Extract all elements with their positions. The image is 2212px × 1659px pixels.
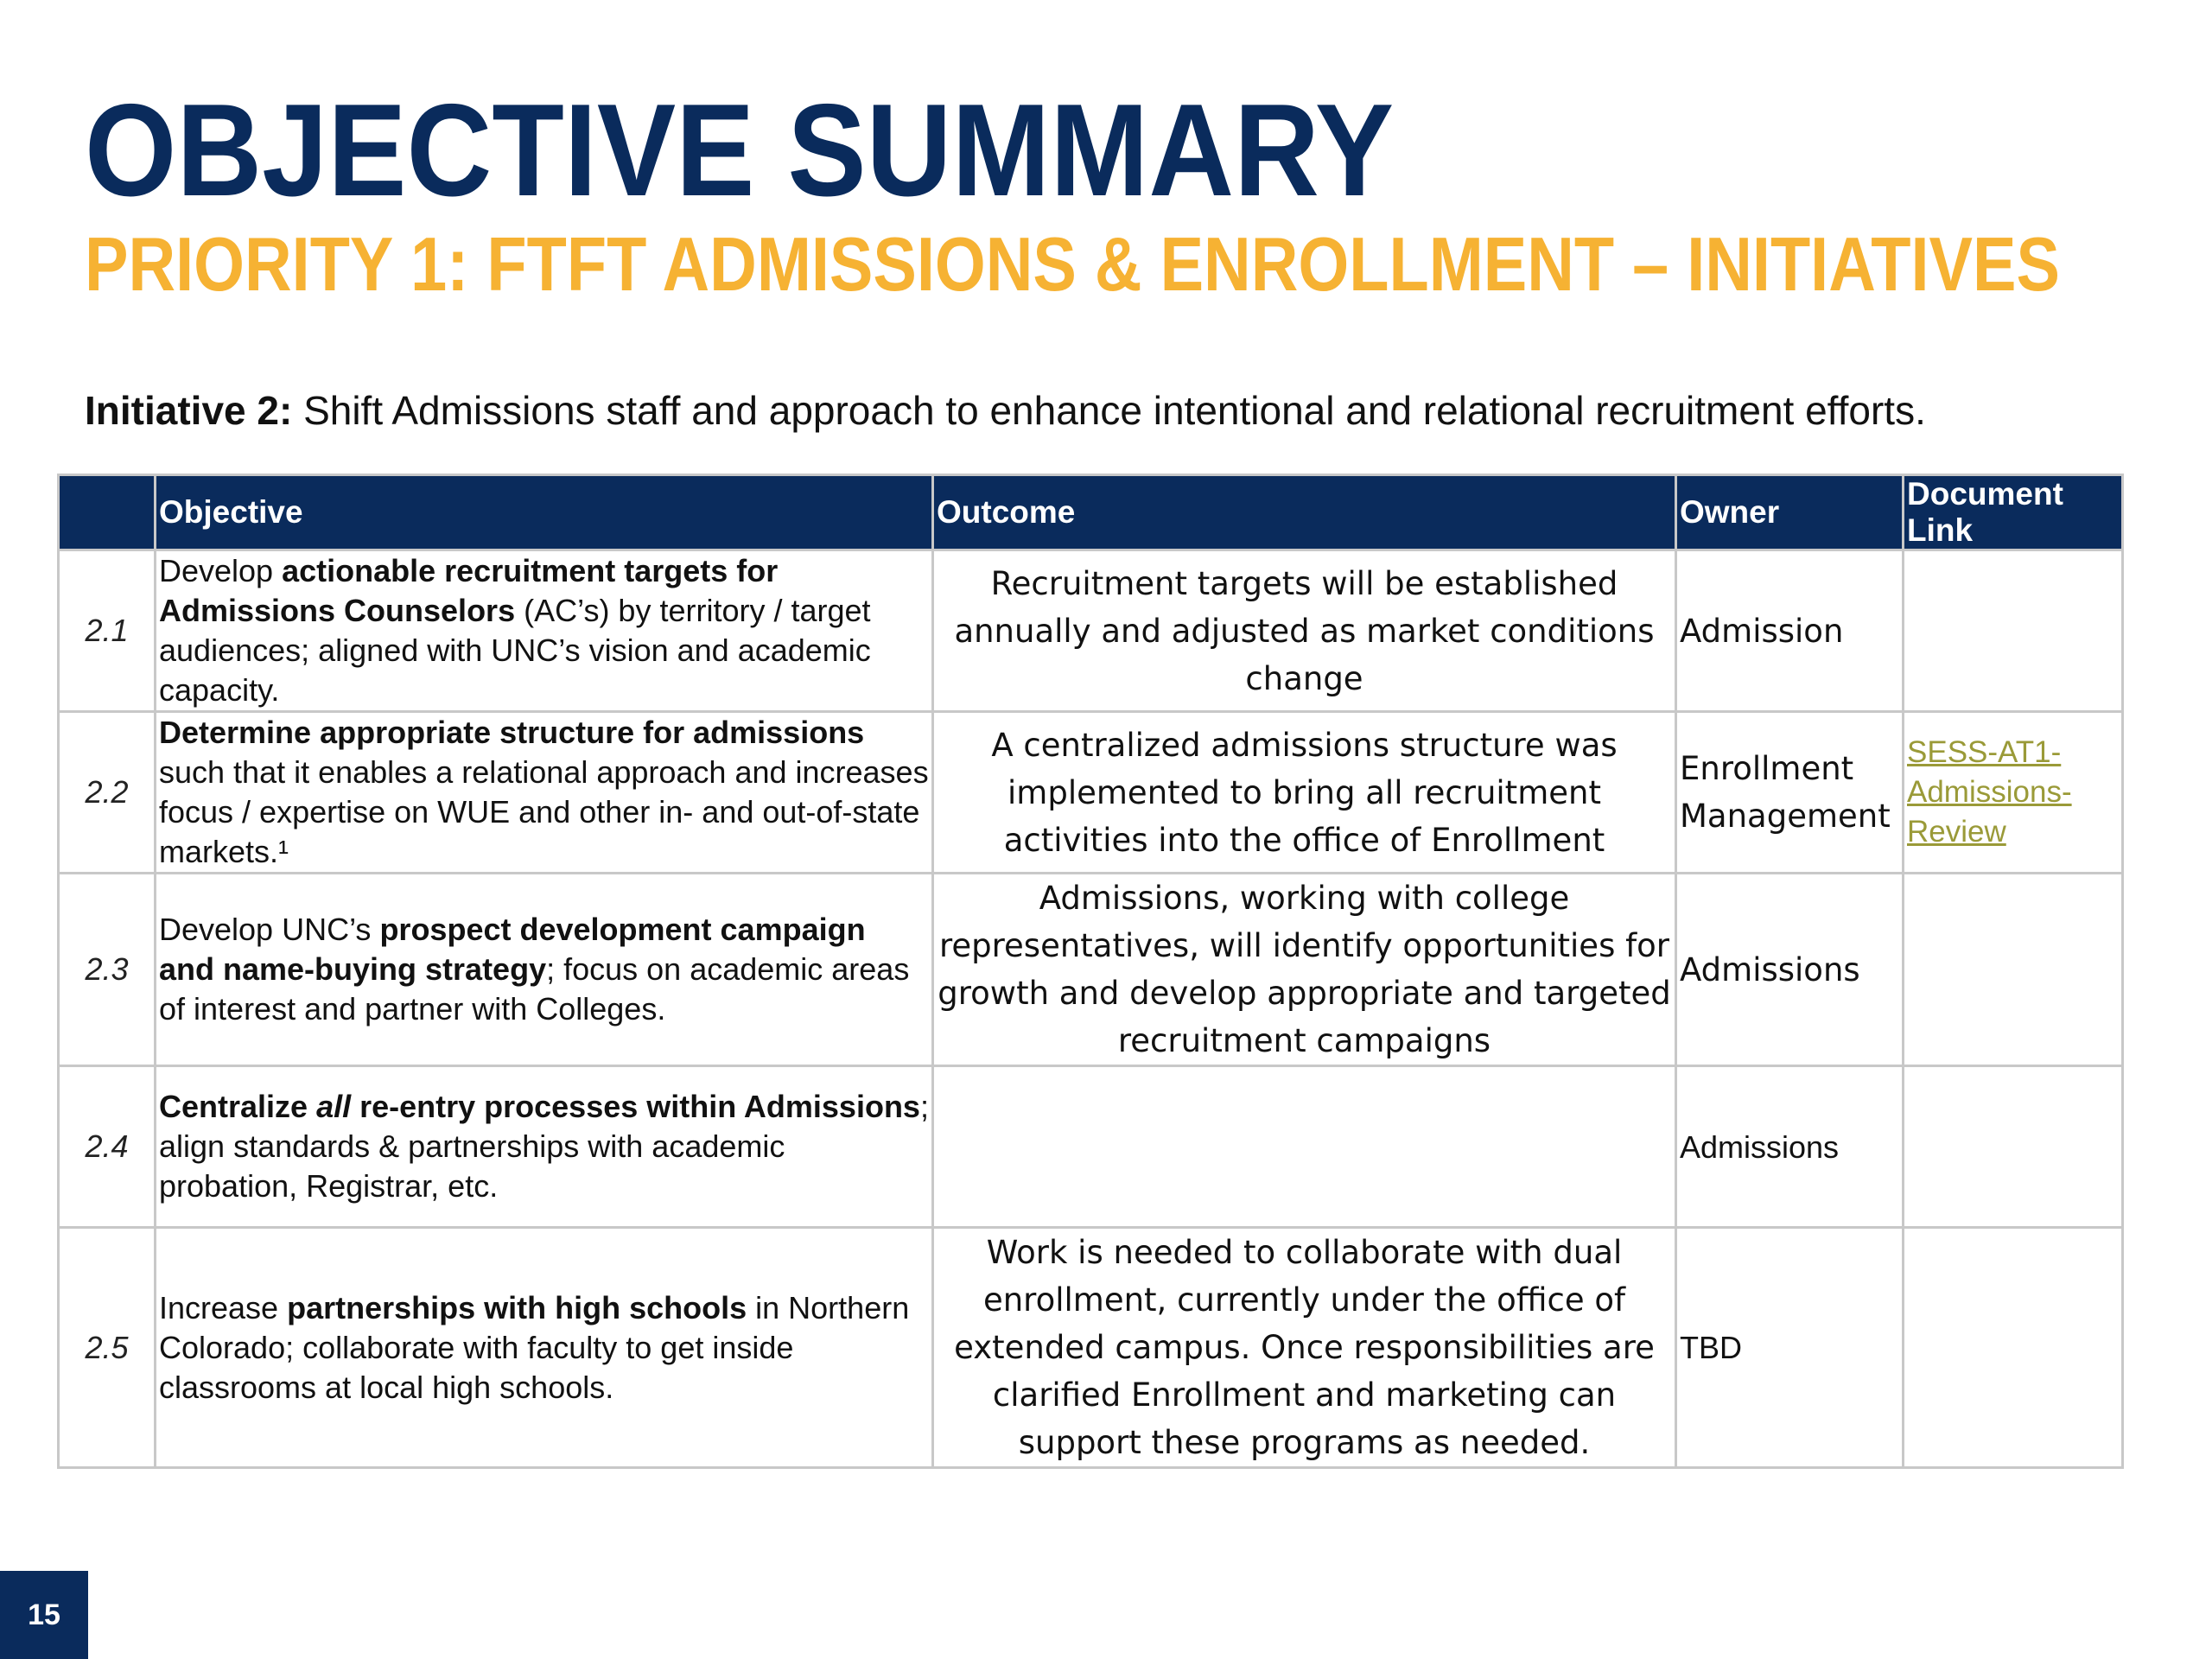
row-number: 2.5 xyxy=(59,1228,156,1468)
initiative-text: Shift Admissions staff and approach to enhance intentional and relational recruitment efforts. xyxy=(292,388,1926,433)
objective-cell xyxy=(156,1066,933,1228)
outcome-cell: Work is needed to collaborate with dual enrollment, currently under the office of extended campus. Once responsibilities are clarified Enrollment and marketing can support these programs as needed. xyxy=(933,1228,1676,1468)
objective-bold: prospect development campaign and name-buying strategy xyxy=(159,912,866,987)
document-link[interactable]: SESS-AT1-Admissions-Review xyxy=(1907,735,2072,849)
objective-bold: Determine appropriate structure for admissions xyxy=(159,715,865,750)
document-link-cell xyxy=(1904,874,2123,1066)
objectives-table xyxy=(57,474,2124,1469)
table-row xyxy=(59,712,2123,874)
page-subtitle: PRIORITY 1: FTFT ADMISSIONS & ENROLLMENT – INITIATIVES xyxy=(85,221,2060,307)
objective-text: Increase xyxy=(159,1289,288,1325)
page-number: 15 xyxy=(0,1571,88,1659)
row-number: 2.1 xyxy=(59,550,156,712)
initiative-label: Initiative 2: xyxy=(85,388,293,433)
owner-cell: Admissions xyxy=(1676,874,1904,1066)
objective-text: in Northern Colorado; collaborate with faculty to get inside classrooms at local high schools. xyxy=(159,1289,910,1405)
document-link-cell xyxy=(1904,550,2123,712)
outcome-cell: Admissions, working with college representatives, will identify opportunities for growth and develop appropriate and targeted recruitment campaigns xyxy=(933,874,1676,1066)
owner-cell: TBD xyxy=(1676,1228,1904,1468)
table-row xyxy=(59,1066,2123,1228)
outcome-cell xyxy=(933,1066,1676,1228)
header-owner: Owner xyxy=(1676,475,1904,550)
row-number: 2.3 xyxy=(59,874,156,1066)
objective-cell xyxy=(156,550,933,712)
table-row xyxy=(59,1228,2123,1468)
page-title: OBJECTIVE SUMMARY xyxy=(85,77,1395,224)
owner-cell: Admissions xyxy=(1676,1066,1904,1228)
owner-cell: Admission xyxy=(1676,550,1904,712)
objective-cell xyxy=(156,712,933,874)
header-number xyxy=(59,475,156,550)
table-header-row xyxy=(59,475,2123,550)
initiative-statement xyxy=(85,387,1926,435)
document-link-cell xyxy=(1904,712,2123,874)
objective-text: such that it enables a relational approach and increases focus / expertise on WUE and other in- and out-of-state markets.¹ xyxy=(159,754,929,869)
objective-text: Develop xyxy=(159,553,283,588)
row-number: 2.4 xyxy=(59,1066,156,1228)
objective-bold: actionable recruitment targets for Admissions Counselors xyxy=(159,553,779,628)
objective-cell xyxy=(156,874,933,1066)
header-document-link: Document Link xyxy=(1904,475,2123,550)
objective-italic: all xyxy=(316,1089,352,1124)
outcome-cell: A centralized admissions structure was implemented to bring all recruitment activities into the office of Enrollment xyxy=(933,712,1676,874)
document-link-cell xyxy=(1904,1066,2123,1228)
objective-text: (AC’s) by territory / target audiences; aligned with UNC’s vision and academic capacity. xyxy=(159,593,871,708)
objective-text: ; focus on academic areas of interest and partner with Colleges. xyxy=(159,951,910,1027)
objective-bold: partnerships with high schools xyxy=(287,1289,747,1325)
owner-cell: Enrollment Management xyxy=(1676,712,1904,874)
table-row xyxy=(59,550,2123,712)
header-outcome: Outcome xyxy=(933,475,1676,550)
outcome-cell: Recruitment targets will be established annually and adjusted as market conditions change xyxy=(933,550,1676,712)
objective-text: ; align standards & partnerships with academic probation, Registrar, etc. xyxy=(159,1089,929,1204)
header-objective: Objective xyxy=(156,475,933,550)
objective-cell xyxy=(156,1228,933,1468)
objective-text: Develop UNC’s xyxy=(159,912,380,947)
table-row xyxy=(59,874,2123,1066)
row-number: 2.2 xyxy=(59,712,156,874)
objective-bold: Centralize all re-entry processes within Admissions xyxy=(159,1089,920,1124)
document-link-cell xyxy=(1904,1228,2123,1468)
